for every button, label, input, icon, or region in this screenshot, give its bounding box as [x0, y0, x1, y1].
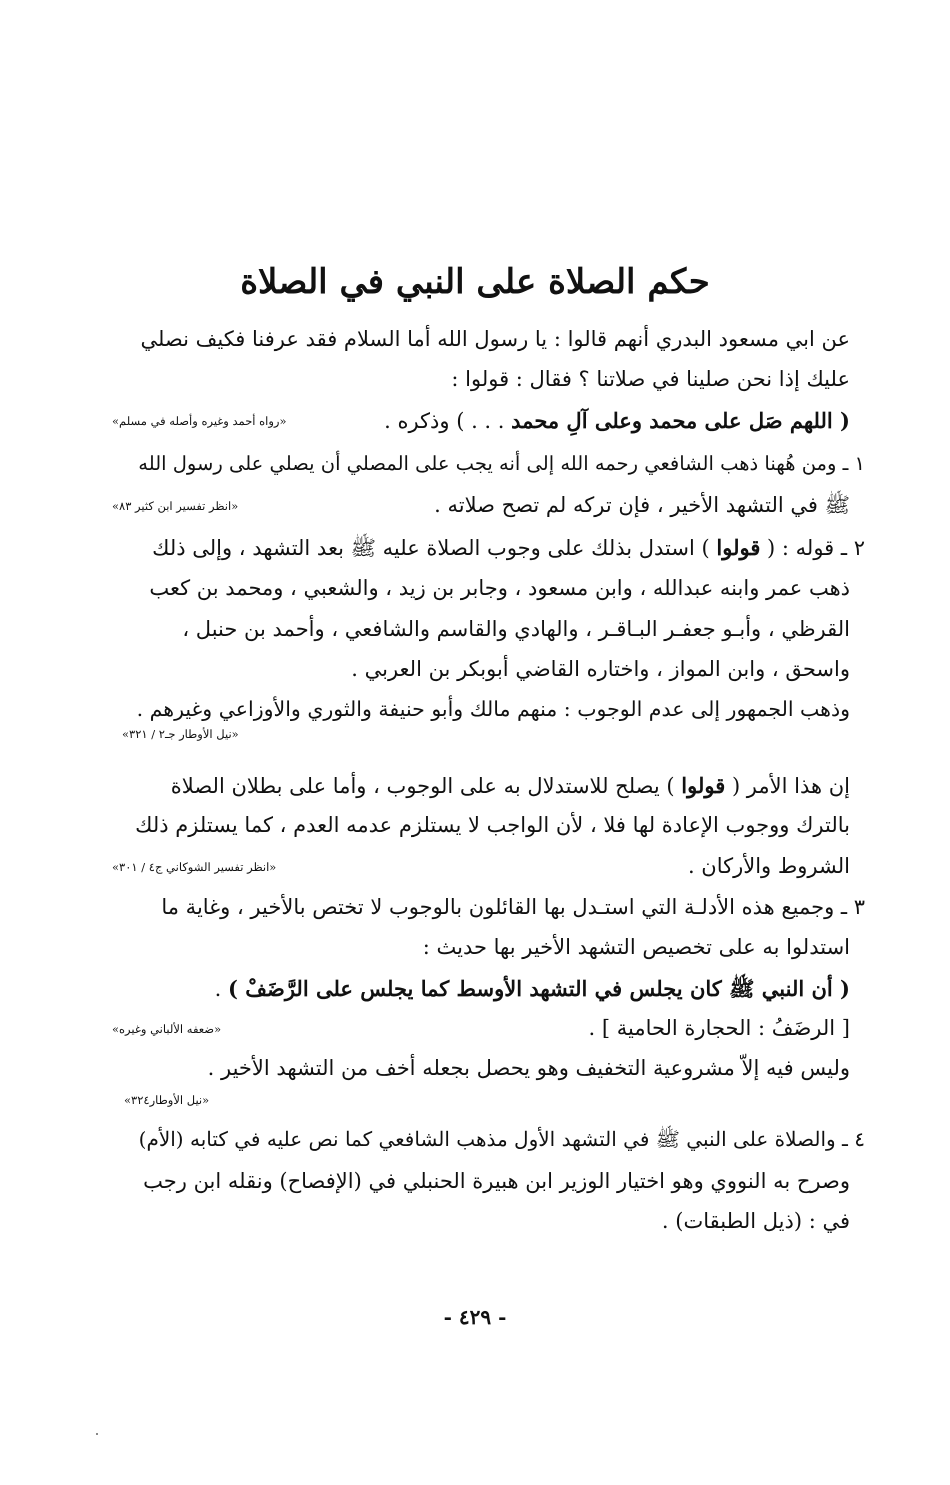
- point3-hadith-bold: ( أن النبي ﷺ كان يجلس في التشهد الأوسط كما يجلس على الرَّضَفْ ): [228, 976, 850, 1001]
- hadith-source-note: «رواه أحمد وغيره وأصله في مسلم»: [112, 414, 287, 428]
- point2-qulu-bold: قولوا: [716, 535, 761, 560]
- point2-line-1-start: ٢ ـ قوله : (: [767, 536, 865, 560]
- point2-line-3: القرظي ، وأبـو جعفـر البـاقـر ، والهادي والقاسم والشافعي ، وأحمد بن حنبل ،: [182, 617, 850, 641]
- point2-line-1-end: ) استدل بذلك على وجوب الصلاة عليه ﷺ بعد التشهد ، وإلى ذلك: [152, 536, 710, 560]
- point1-line-2: ﷺ في التشهد الأخير ، فإن تركه لم تصح صلاته .: [434, 493, 850, 517]
- point2-line-2: ذهب عمر وابنه عبدالله ، وابن مسعود ، وجابر بن زيد ، والشعبي ، ومحمد بن كعب: [149, 576, 850, 600]
- point3-line-1: ٣ ـ وجميع هذه الأدلـة التي استـدل بها القائلون بالوجوب لا تختص بالأخير ، وغاية ما: [161, 895, 865, 919]
- point2-line-6-end: ) يصلح للاستدلال به على الوجوب ، وأما على بطلان الصلاة: [170, 774, 675, 798]
- point2-line-6-start: إن هذا الأمر (: [731, 774, 850, 798]
- page-title: حكم الصلاة على النبي في الصلاة: [240, 262, 710, 302]
- page-number: - ٤٢٩ -: [443, 1305, 507, 1329]
- scan-speck: [96, 1433, 98, 1435]
- point2-line-4: واسحق ، وابن المواز ، واختاره القاضي أبوبكر بن العربي .: [351, 657, 850, 681]
- point3-line-2: استدلوا به على تخصيص التشهد الأخير بها حديث :: [422, 935, 850, 959]
- hadith-line-1: عن ابي مسعود البدري أنهم قالوا : يا رسول الله أما السلام فقد عرفنا فكيف نصلي: [140, 327, 850, 351]
- point2-source-note-1: «نيل الأوطار جـ٢ / ٣٢١»: [122, 727, 239, 741]
- point1-source-note: «انظر تفسير ابن كثير ٨٣»: [112, 499, 239, 513]
- hadith-line-2: عليك إذا نحن صلينا في صلاتنا ؟ فقال : قولوا :: [451, 367, 850, 391]
- point1-line-1: ١ ـ ومن هُهنا ذهب الشافعي رحمه الله إلى أنه يجب على المصلي أن يصلي على رسول الله: [138, 452, 865, 475]
- hadith-prayer-text: ( اللهم صَل على محمد وعلى آلِ محمد: [511, 408, 850, 433]
- point3-line-5: وليس فيه إلاّ مشروعية التخفيف وهو يحصل بجعله أخف من التشهد الأخير .: [207, 1056, 850, 1080]
- point4-line-3: في : (ذيل الطبقات) .: [661, 1209, 850, 1233]
- hadith-prayer-rest: . . . ) وذكره .: [384, 409, 505, 433]
- point2-line-5: وذهب الجمهور إلى عدم الوجوب : منهم مالك وأبو حنيفة والثوري والأوزاعي وغيرهم .: [136, 697, 850, 721]
- point3-line-4: [ الرضَفُ : الحجارة الحامية ] .: [588, 1016, 850, 1040]
- point3-hadith-end: .: [214, 977, 222, 1001]
- point3-source-note-1: «ضعفه الألباني وغيره»: [112, 1022, 222, 1036]
- point2-line-6: [130, 773, 850, 799]
- point2-line-7: بالترك ووجوب الإعادة لها فلا ، لأن الواجب لا يستلزم عدمه العدم ، كما يستلزم ذلك: [135, 813, 850, 837]
- point2-line-8: الشروط والأركان .: [687, 854, 850, 878]
- point4-line-1: ٤ ـ والصلاة على النبي ﷺ في التشهد الأول مذهب الشافعي كما نص عليه في كتابه (الأم): [138, 1127, 865, 1151]
- point2-line-1: [125, 535, 865, 561]
- point4-line-2: وصرح به النووي وهو اختيار الوزير ابن هبيرة الحنبلي في (الإفصاح) ونقله ابن رجب: [143, 1169, 850, 1193]
- point2-qulu-bold-2: قولوا: [681, 773, 726, 798]
- point3-line-3: [130, 976, 850, 1002]
- point2-source-note-2: «انظر تفسير الشوكاني ج٤ / ٣٠١»: [112, 860, 277, 874]
- point3-source-note-2: «نيل الأوطار٣٢٤»: [124, 1093, 210, 1107]
